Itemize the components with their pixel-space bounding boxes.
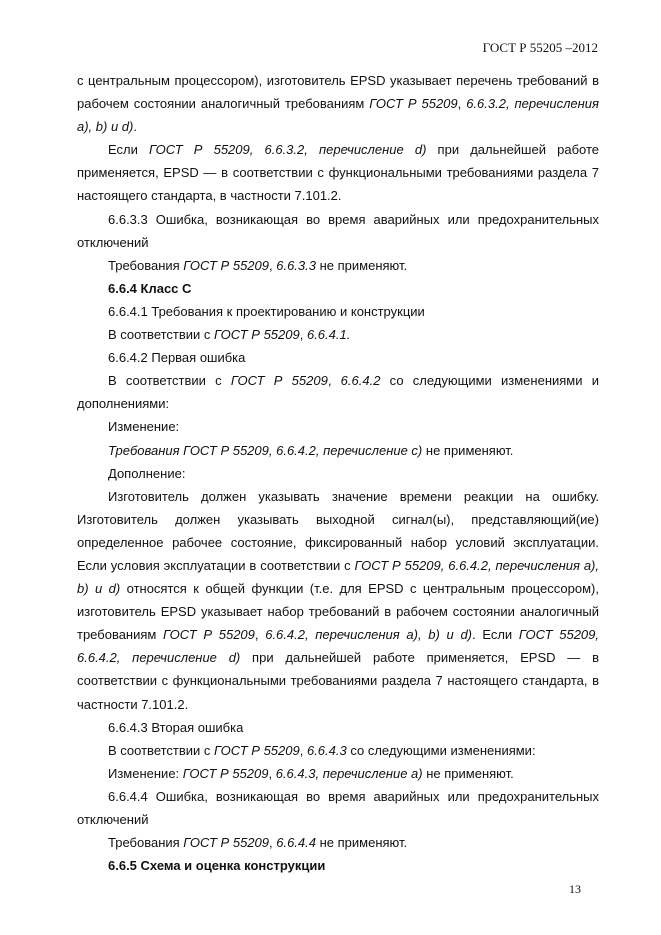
section-heading [77,854,599,877]
bold-text: 6.6.5 Схема и оценка конструкции [108,858,326,874]
clause-heading: 6.6.4.2 Первая ошибка [108,350,246,366]
standard-reference: 6.6.4.2 [340,373,381,389]
paragraph: с центральным процессором), изготовитель EPSD указывает перечень требований в рабочем состоянии аналогичный требованиям ГОСТ Р 55209, 6.6.3.2, перечисления а), b) и d). [77,73,599,135]
standard-reference: 6.6.3.3 [276,257,316,273]
standard-reference: 6.6.4.4 [276,835,316,851]
standard-reference: 6.6.4.3 [306,742,347,758]
clause-heading: 6.6.4.3 Вторая ошибка [108,719,244,735]
paragraph: Требования ГОСТ Р 55209, 6.6.4.4 не применяют. [108,835,408,851]
standard-reference: 6.6.3.2, перечисления а), b) и d) [77,96,599,135]
paragraph: В соответствии с ГОСТ Р 55209, 6.6.4.3 со следующими изменениями: [108,742,536,758]
paragraph: Требования ГОСТ Р 55209, 6.6.3.3 не применяют. [108,257,408,273]
page-number: 13 [569,882,581,896]
section-heading [77,277,599,300]
standard-reference: ГОСТ 55209, 6.6.4.2, перечисление d) [77,627,599,666]
clause-heading: 6.6.4.4 Ошибка, возникающая во время аварийных или предохранительных отключений [77,788,599,827]
standard-reference: ГОСТ Р 55209, 6.6.3.2, перечисление d) [149,142,427,158]
standard-reference: 6.6.4.3, перечисление а) [275,765,423,781]
paragraph: В соответствии с ГОСТ Р 55209, 6.6.4.1. [108,327,351,343]
document-header: ГОСТ Р 55205 –2012 [482,40,598,55]
standard-reference: ГОСТ Р 55209 [183,835,269,851]
standard-reference: ГОСТ Р 55209, 6.6.4.2, перечисления а), b) и d) [77,557,599,597]
paragraph: Если ГОСТ Р 55209, 6.6.3.2, перечисление d) при дальнейшей работе применяется, EPSD — в соответствии с функциональными требованиями раздела 7 настоящего стандарта, в частности 7.101.2. [77,142,599,204]
paragraph: Изготовитель должен указывать значение времени реакции на ошибку. Изготовитель должен указывать выходной сигнал(ы), представляющий(ие) определенное рабочее состояние, фиксированный набор условий эксплуатации. Если условия эксплуатации в соответствии с ГОСТ Р 55209, 6.6.4.2, перечисления а), b) и d) относятся к общей функции (т.е. для EPSD с центральным процессором), изготовитель EPSD указывает набор требований в рабочем состоянии аналогичный требованиям ГОСТ Р 55209, 6.6.4.2, перечисления а), b) и d). Если ГОСТ 55209, 6.6.4.2, перечисление d) при дальнейшей работе применяется, EPSD — в соответствии с функциональными требованиями раздела 7 настоящего стандарта, в частности 7.101.2. [77,488,599,712]
standard-reference: ГОСТ Р 55209 [214,327,300,343]
paragraph: Дополнение: [108,465,186,481]
standard-reference: 6.6.4.2, перечисления а), b) и d) [265,627,473,643]
standard-reference: ГОСТ Р 55209 [182,765,269,781]
standard-reference: ГОСТ Р 55209 [183,257,269,273]
clause-heading: 6.6.3.3 Ошибка, возникающая во время аварийных или предохранительных отключений [77,211,599,250]
standard-reference: ГОСТ Р 55209 [214,742,300,758]
paragraph: Изменение: ГОСТ Р 55209, 6.6.4.3, перечисление а) не применяют. [108,765,514,781]
bold-text: 6.6.4 Класс С [108,280,192,296]
standard-reference: ГОСТ Р 55209 [230,373,328,389]
paragraph: В соответствии с ГОСТ Р 55209, 6.6.4.2 со следующими изменениями и дополнениями: [77,373,599,412]
document-body [77,69,599,877]
standard-reference: ГОСТ Р 55209 [163,627,255,643]
standard-reference: Требования ГОСТ Р 55209, 6.6.4.2, перечисление с) [108,442,423,458]
standard-reference: 6.6.4.1. [306,327,351,343]
standard-reference: ГОСТ Р 55209 [369,96,458,112]
paragraph: Требования ГОСТ Р 55209, 6.6.4.2, перечисление с) не применяют. [108,442,514,458]
paragraph: Изменение: [108,419,180,435]
clause-heading: 6.6.4.1 Требования к проектированию и конструкции [108,303,425,319]
